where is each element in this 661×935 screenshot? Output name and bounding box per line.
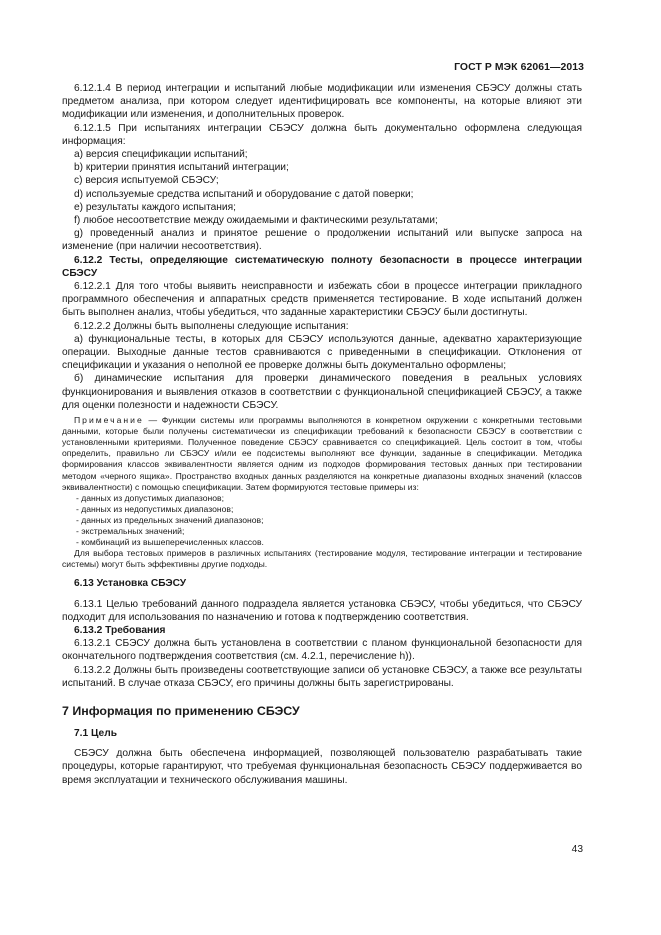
- list-item: g) проведенный анализ и принятое решение о продолжении испытаний или выпуске запроса на изменение (при наличии несоответствия).: [62, 228, 582, 253]
- list-item: b) критерии принятия испытаний интеграции;: [74, 162, 289, 174]
- paragraph-6-12-1-4: 6.12.1.4 В период интеграции и испытаний любые модификации или изменения СБЭСУ должны стать предметом анализа, при котором следует идентифицировать все компоненты, на которые влияют эти модификации или изменения, и дополнительных проверок.: [62, 83, 582, 121]
- note-list-item: - экстремальных значений;: [76, 526, 185, 537]
- paragraph-6-13-1: 6.13.1 Целью требований данного подраздела является установка СБЭСУ, чтобы убедиться, что СБЭСУ подходит для использования по назначению и готова к подтверждению соответствия.: [62, 598, 582, 623]
- list-item: б) динамические испытания для проверки динамического поведения в реальных условиях функционирования и выявления отказов в соответствии с функциональной спецификацией СБЭСУ, а также для оценки полезности и надежности СБЭСУ.: [62, 373, 582, 411]
- section-7-heading: 7 Информация по применению СБЭСУ: [62, 704, 300, 719]
- note-paragraph: [62, 415, 582, 493]
- note-block: [62, 415, 582, 570]
- list-item: d) используемые средства испытаний и оборудование с датой поверки;: [74, 188, 414, 200]
- page-number: 43: [571, 844, 583, 855]
- paragraph-6-13-2-2: 6.13.2.2 Должны быть произведены соответствующие записи об установке СБЭСУ, а также все результаты испытаний. В случае отказа СБЭСУ, его причины должны быть зарегистрированы.: [62, 664, 582, 689]
- note-list-item: - данных из предельных значений диапазонов;: [76, 514, 264, 525]
- heading-6-13-2: 6.13.2 Требования: [74, 625, 166, 636]
- list-item: а) версия спецификации испытаний;: [74, 149, 248, 161]
- note-list-item: - данных из недопустимых диапазонов;: [76, 503, 234, 514]
- note-list-item: - данных из допустимых диапазонов;: [76, 492, 225, 503]
- paragraph-6-12-2-2: 6.12.2.2 Должны быть выполнены следующие испытания:: [74, 320, 349, 332]
- note-closing: Для выбора тестовых примеров в различных испытаниях (тестирование модуля, тестирование интеграции и тестирование системы) могут быть эффективны другие подходы.: [62, 548, 582, 570]
- paragraph-7-1: СБЭСУ должна быть обеспечена информацией, позволяющей пользователю разрабатывать такие процедуры, которые гарантируют, что требуемая функциональная безопасность СБЭСУ поддерживается во время эксплуатации и технического обслуживания машины.: [62, 748, 582, 786]
- note-text: — Функции системы или программы выполняются в конкретном окружении с конкретными тестовыми данными, которые были получены систематически из спецификации требований к безопасности СБЭСУ в соответствии с установленными критериями. Полученное поведение СБЭСУ сравнивается со спецификацией. Цель состоит в том, чтобы определить, правильно ли СБЭСУ и/или ее подсистемы выполняют все функции, заданные в спецификации. Методика формирования классов эквивалентности является одним из подходов формирования тестовых данных при тестировании методом «черного ящика». Пространство входных данных разделяются на конкретные диапазоны входных значений (классов эквивалентности) с помощью спецификации. Затем формируются тестовые примеры из:: [62, 415, 582, 492]
- list-item: f) любое несоответствие между ожидаемыми и фактическими результатами;: [74, 215, 438, 227]
- list-item: а) функциональные тесты, в которых для СБЭСУ используются данные, адекватно характеризующие операции. Выходные данные тестов сравниваются с приведенными в спецификации. Отклонения от спецификации и указания о неполной ее проверке должны быть документально оформлены;: [62, 333, 582, 372]
- standard-header: ГОСТ Р МЭК 62061—2013: [454, 62, 584, 73]
- page-content: [62, 82, 582, 787]
- paragraph-6-13-2-1: 6.13.2.1 СБЭСУ должна быть установлена в соответствии с планом функциональной безопасности для окончательного подтверждения соответствия (см. 4.2.1, перечисление h)).: [62, 638, 582, 663]
- paragraph-6-12-1-5: 6.12.1.5 При испытаниях интеграции СБЭСУ должна быть документально оформлена следующая информация:: [62, 122, 582, 147]
- note-label: Примечание: [74, 415, 144, 426]
- heading-7-1: 7.1 Цель: [74, 728, 117, 740]
- heading-6-12-2: 6.12.2 Тесты, определяющие систематическую полноту безопасности в процессе интеграции СБЭСУ: [62, 254, 582, 279]
- list-item: с) версия испытуемой СБЭСУ;: [74, 175, 219, 187]
- note-list-item: - комбинаций из вышеперечисленных классов.: [76, 537, 264, 548]
- heading-6-13: 6.13 Установка СБЭСУ: [74, 578, 187, 590]
- list-item: е) результаты каждого испытания;: [74, 201, 236, 213]
- paragraph-6-12-2-1: 6.12.2.1 Для того чтобы выявить неисправности и избежать сбои в процессе интеграции прикладного программного обеспечения и аппаратных средств применяется тестирование. В ходе испытаний должен быть выполнен анализ, чтобы убедиться, что заданные характеристики СБЭСУ были достигнуты.: [62, 281, 582, 319]
